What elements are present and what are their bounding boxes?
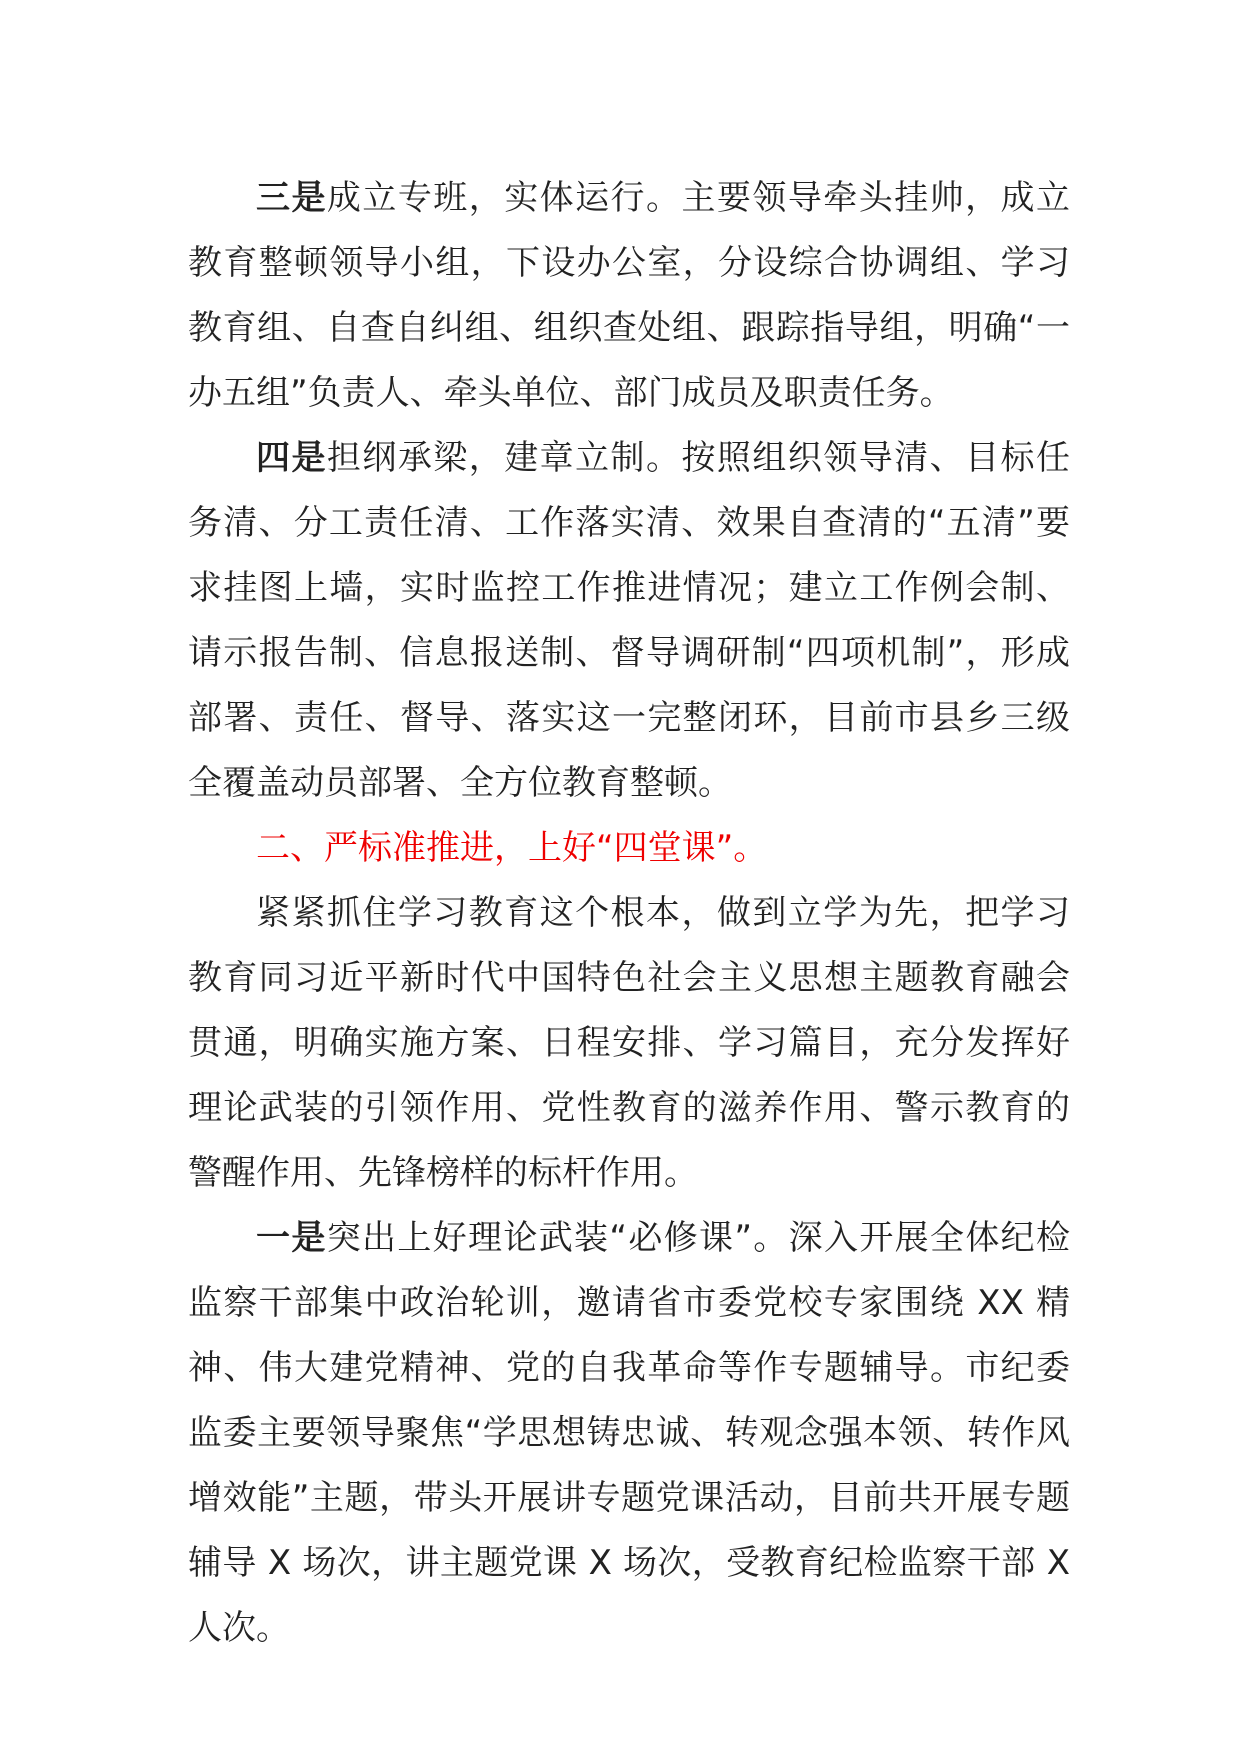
paragraph-lead: 四是 — [256, 438, 327, 478]
paragraph-lead: 一是 — [256, 1218, 327, 1258]
document-body — [188, 166, 1070, 1661]
paragraph-fourth-point — [188, 426, 1070, 816]
paragraph-text: 成立专班，实体运行。主要领导牵头挂帅，成立教育整顿领导小组，下设办公室，分设综合协调组、学习教育组、自查自纠组、组织查处组、跟踪指导组，明确“一办五组”负责人、牵头单位、部门成员及职责任务。 — [188, 178, 1071, 413]
paragraph-third-point — [188, 166, 1070, 426]
paragraph-lead: 三是 — [256, 178, 327, 218]
paragraph-text: 突出上好理论武装“必修课”。深入开展全体纪检监察干部集中政治轮训，邀请省市委党校专家围绕 XX 精神、伟大建党精神、党的自我革命等作专题辅导。市纪委监委主要领导聚焦“学思想铸忠诚、转观念强本领、转作风增效能”主题，带头开展讲专题党课活动，目前共开展专题辅导 X 场次，讲主题党课 X 场次，受教育纪检监察干部 X 人次。 — [188, 1218, 1071, 1648]
paragraph-intro — [188, 881, 1070, 1206]
paragraph-first-point — [188, 1206, 1070, 1661]
paragraph-text: 担纲承梁，建章立制。按照组织领导清、目标任务清、分工责任清、工作落实清、效果自查清的“五清”要求挂图上墙，实时监控工作推进情况；建立工作例会制、请示报告制、信息报送制、督导调研制“四项机制”，形成部署、责任、督导、落实这一完整闭环，目前市县乡三级全覆盖动员部署、全方位教育整顿。 — [188, 438, 1071, 803]
section-heading-text: 二、严标准推进，上好“四堂课”。 — [256, 828, 768, 868]
section-heading — [188, 816, 1070, 881]
paragraph-text: 紧紧抓住学习教育这个根本，做到立学为先，把学习教育同习近平新时代中国特色社会主义思想主题教育融会贯通，明确实施方案、日程安排、学习篇目，充分发挥好理论武装的引领作用、党性教育的滋养作用、警示教育的警醒作用、先锋榜样的标杆作用。 — [188, 893, 1070, 1193]
